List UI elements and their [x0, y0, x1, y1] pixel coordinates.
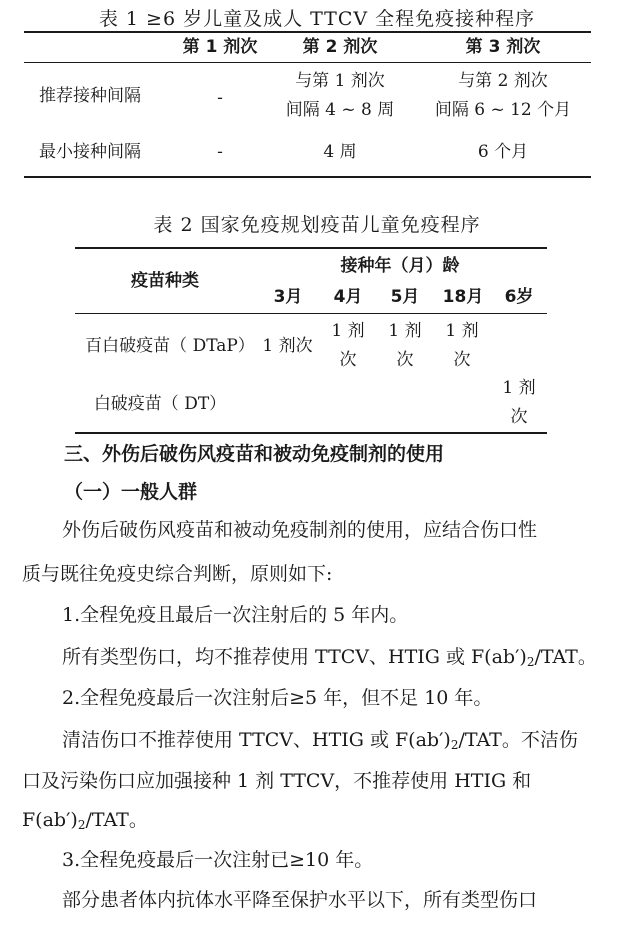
table2-row1-4m-line1: 1 剂: [331, 321, 365, 341]
item2-line-1: [62, 726, 634, 759]
item2-line1-suffix: /TAT。不洁伤: [458, 729, 578, 751]
table1-row1-label: 推荐接种间隔: [39, 86, 141, 106]
table1-caption: 表 1 ≥6 岁儿童及成人 TTCV 全程免疫接种程序: [98, 8, 536, 30]
table2-age-6y: 6岁: [504, 287, 534, 307]
table1-row2-dose2: 4 周: [323, 142, 357, 162]
item2-line1-prefix: 清洁伤口不推荐使用 TTCV、HTIG 或 F(ab′): [62, 729, 451, 751]
table2-row2-6y-line2: 次: [510, 407, 528, 427]
table2-caption: 表 2 国家免疫规划疫苗儿童免疫程序: [153, 214, 481, 236]
subsection-heading: （一）一般人群: [64, 481, 198, 503]
table2-age-3m: 3月: [273, 287, 303, 307]
item2-heading: 2.全程免疫最后一次注射后≥5 年，但不足 10 年。: [62, 687, 493, 709]
item1-text: [62, 643, 634, 676]
table1-row2-label: 最小接种间隔: [39, 142, 141, 162]
table2-row1-vaccine: 百白破疫苗（ DTaP）: [85, 336, 255, 356]
table1-row1-dose2-line1: 与第 1 剂次: [295, 71, 385, 91]
item2-line-3: [22, 806, 612, 839]
table1-row2-dose3: 6 个月: [477, 142, 529, 162]
table2-age-5m: 5月: [390, 287, 420, 307]
table2-top-rule: [75, 247, 547, 249]
item2-line-2: 口及污染伤口应加强接种 1 剂 TTCV，不推荐使用 HTIG 和: [22, 770, 532, 792]
table2-header-rule: [75, 313, 547, 314]
table1-row1-dose2-line2: 间隔 4 ~ 8 周: [285, 100, 395, 120]
item2-line3-subscript: 2: [77, 818, 86, 832]
table2-age-18m: 18月: [442, 287, 484, 307]
table2-row1-5m-line2: 次: [396, 350, 414, 370]
table2-row1-5m-line1: 1 剂: [388, 321, 422, 341]
table2-row2-6y-line1: 1 剂: [502, 378, 536, 398]
item2-line3-suffix: /TAT。: [85, 809, 148, 831]
table2-row1-4m-line2: 次: [339, 350, 357, 370]
item2-line3-prefix: F(ab′): [22, 809, 78, 831]
table1-header-dose2: 第 2 剂次: [302, 37, 378, 57]
item1-text-suffix: /TAT。: [534, 646, 597, 668]
item1-heading: 1.全程免疫且最后一次注射后的 5 年内。: [62, 604, 409, 626]
table2-row1-3m: 1 剂次: [262, 336, 313, 356]
table1-row1-dose3-line1: 与第 2 剂次: [458, 71, 548, 91]
table1-row2-dose1: -: [217, 142, 223, 162]
item3-heading: 3.全程免疫最后一次注射已≥10 年。: [62, 849, 374, 871]
intro-line-2: 质与既往免疫史综合判断，原则如下:: [22, 563, 333, 585]
table1-header-dose1: 第 1 剂次: [182, 37, 258, 57]
table2-age-header: 接种年（月）龄: [340, 256, 460, 276]
section-heading: 三、外伤后破伤风疫苗和被动免疫制剂的使用: [64, 443, 445, 465]
table2-age-4m: 4月: [333, 287, 363, 307]
intro-line-1: 外伤后破伤风疫苗和被动免疫制剂的使用，应结合伤口性: [62, 519, 538, 541]
table1-row1-dose3-line2: 间隔 6 ~ 12 个月: [434, 100, 572, 120]
table2-bottom-rule: [75, 432, 547, 434]
item2-line1-subscript: 2: [450, 738, 459, 752]
table1-bottom-rule: [24, 176, 591, 178]
table2-row2-vaccine: 白破疫苗（ DT）: [93, 394, 227, 414]
table2-row1-18m-line1: 1 剂: [445, 321, 479, 341]
table1-header-rule: [24, 62, 591, 63]
table1-row1-dose1: -: [217, 88, 223, 108]
table1-header-dose3: 第 3 剂次: [465, 37, 541, 57]
table2-vaccine-header: 疫苗种类: [131, 271, 199, 291]
item1-text-prefix: 所有类型伤口，均不推荐使用 TTCV、HTIG 或 F(ab′): [62, 646, 527, 668]
table2-row1-18m-line2: 次: [453, 350, 471, 370]
item1-text-subscript: 2: [526, 655, 535, 669]
item3-text: 部分患者体内抗体水平降至保护水平以下，所有类型伤口: [62, 889, 538, 911]
